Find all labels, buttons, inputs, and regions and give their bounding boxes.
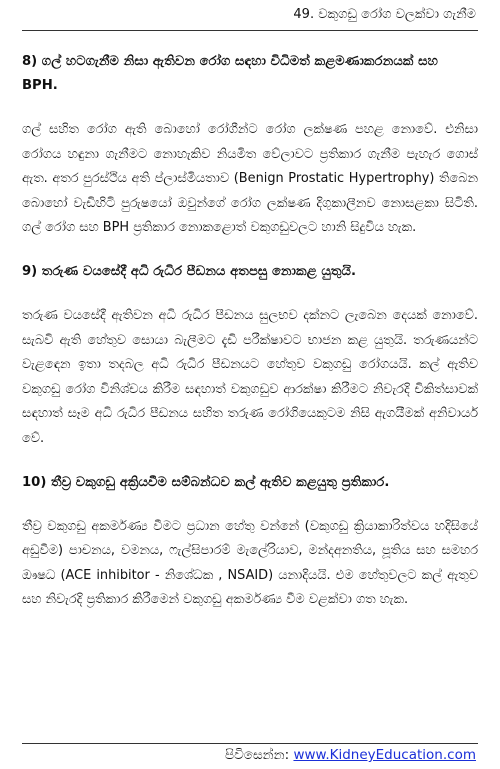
header-divider	[22, 30, 478, 31]
section-heading: 8) ගල් හටගැනීම නිසා ඇතිවන රෝග සඳහා විධිමත් කළමණාකරනයක් සහ BPH.	[22, 54, 438, 93]
section-paragraph: තීව්‍ර වකුගඩු අකර්මණ්‍ය වීමට ප්‍රධාන හේතු වන්නේ (වකුගඩු ක්‍රියාකාරිත්වය හදිසියේ අඩුවීම) පාචනය, වමනය, ෆැල්සිපාරම් මැලේරියාව, මන්දඅනතිය, පූතිය සහ සමහර ඖෂධ (ACE inhibitor - නිශේධක , NSAID) යනාදියයි. එම හේතුවලට කල් ඇතුව සහ නිවැරදි ප්‍රතිකාර කිරීමෙන් වකුගඩු අකර්මණ්‍ය වීම වළක්වා ගත හැක.	[22, 518, 478, 608]
footer-prefix: පිවිසෙන්න:	[224, 747, 294, 763]
section-9	[22, 260, 478, 452]
website-link[interactable]: www.KidneyEducation.com	[293, 747, 476, 763]
section-10	[22, 471, 478, 613]
section-heading: 9) තරුණ වයසේදී අධි රුධිර පීඩනය අතපසු නොකළ යුතුයි.	[22, 263, 357, 279]
section-heading: 10) තීව්‍ර වකුගඩු අක්‍රියවීම සම්බන්ධව කල් ඇතිව කළයුතු ප්‍රතිකාර.	[22, 474, 390, 490]
main-content	[22, 50, 478, 632]
section-paragraph: ගල් සහිත රෝග ඇති බොහෝ රෝගීන්ට රෝග ලක්ෂණ පහළ නොවේ. එනිසා රෝගය හඳුනා ගැනීමට නොහැකිව නියමිත වේලාවට ප්‍රතිකාර ගැනීම පැහැර ගොස් ඇත. අතර පුරස්ථිය අති ප්ලාස්මියතාව (Benign Prostatic Hypertrophy) තිබෙන බොහෝ වැඩිහිටි පුරුෂයෝ ඔවුන්ගේ රෝග ලක්ෂණ දිගුකාලීනව නොසළකා සිටිති. ගල් රෝග සහ BPH ප්‍රතිකාර නොකළොත් වකුගඩුවලට හානි සිදුවිය හැක.	[22, 122, 478, 236]
section-8	[22, 50, 478, 241]
footer	[225, 745, 476, 765]
footer-divider	[22, 743, 478, 744]
section-paragraph: තරුණ වයසේදී ඇතිවන අධි රුධිර පීඩනය සුලභව දක්නට ලැබෙන දෙයක් නොවේ. සැබවි ඇති හේතුව සොයා බැලීමට දැඩි පරීක්ෂාවට භාජන කළ යුතුයි. තරුණයන්ට වැළඳෙන ඉතා තදබල අධි රුධිර පීඩනයට හේතුව වකුගඩු රෝගයයි. කල් ඇතිව වකුගඩු රෝග විනිශ්චය කිරීම සඳහාත් වකුගඩුව ආරක්ෂා කිරීමට නිවැරදි චිකිත්සාවක් සඳහාත් සෑම අධි රුධිර පීඩනය සහිත තරුණ රෝගියෙකුටම නිසි ඇගයීමක් අනිවාර්ය වේ.	[22, 307, 478, 446]
page-header-title: 49. වකුගඩු රෝග වලක්වා ගැනීම	[293, 7, 476, 22]
